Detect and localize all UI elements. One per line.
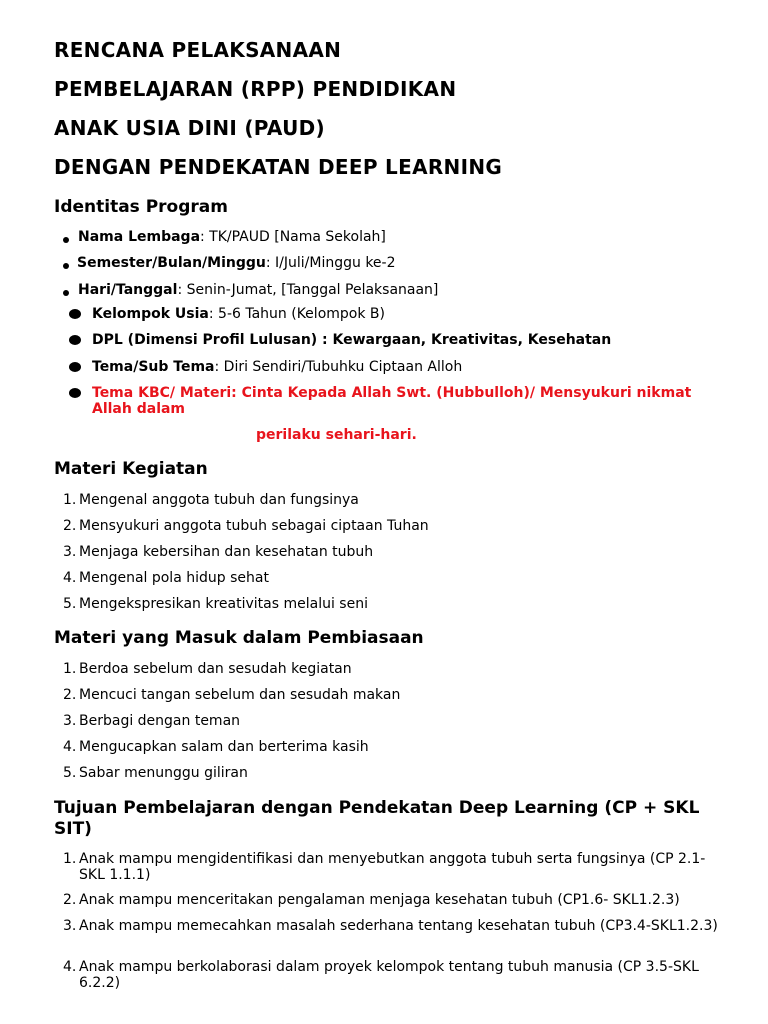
section-heading-pembiasaan: Materi yang Masuk dalam Pembiasaan <box>54 628 424 648</box>
document-title-line-3: ANAK USIA DINI (PAUD) <box>54 116 325 140</box>
bullet-icon <box>69 309 81 319</box>
identitas-value: : Diri Sendiri/Tubuhku Ciptaan Alloh <box>214 359 463 375</box>
identitas-value: : TK/PAUD [Nama Sekolah] <box>200 229 386 245</box>
list-item-text: Menjaga kebersihan dan kesehatan tubuh <box>79 544 374 560</box>
identitas-label: Nama Lembaga <box>78 229 201 245</box>
list-item-text: Mengenal anggota tubuh dan fungsinya <box>79 492 359 508</box>
list-number: 3. <box>63 918 77 934</box>
list-item-text: Sabar menunggu giliran <box>79 765 248 781</box>
list-item-text: Mengekspresikan kreativitas melalui seni <box>79 596 368 612</box>
document-title-line-1: RENCANA PELAKSANAAN <box>54 38 342 62</box>
list-item-text: Mencuci tangan sebelum dan sesudah makan <box>79 687 401 703</box>
list-number: 3. <box>63 713 77 729</box>
list-number: 2. <box>63 892 77 908</box>
list-item-text: Mensyukuri anggota tubuh sebagai ciptaan Tuhan <box>79 518 429 534</box>
list-number: 3. <box>63 544 77 560</box>
list-item-text: Berbagi dengan teman <box>79 713 241 729</box>
list-number: 5. <box>63 596 77 612</box>
list-number: 4. <box>63 739 77 755</box>
identitas-label: DPL (Dimensi Profil Lulusan) : Kewargaan, Kreativitas, Kesehatan <box>92 332 612 348</box>
bullet-icon <box>69 388 81 398</box>
list-item-text: Anak mampu berkolaborasi dalam proyek kelompok tentang tubuh manusia (CP 3.5-SKL 6.2.2) <box>79 959 699 991</box>
bullet-icon <box>63 237 69 243</box>
list-number: 1. <box>63 851 77 867</box>
identitas-value: : I/Juli/Minggu ke-2 <box>265 255 396 271</box>
document-title-line-2: PEMBELAJARAN (RPP) PENDIDIKAN <box>54 77 457 101</box>
identitas-label: Hari/Tanggal <box>78 282 178 298</box>
list-number: 1. <box>63 661 77 677</box>
list-number: 1. <box>63 492 77 508</box>
bullet-icon <box>63 263 69 269</box>
bullet-icon <box>63 290 69 296</box>
tema-kbc-line-1: Tema KBC/ Materi: Cinta Kepada Allah Swt. (Hubbulloh)/ Mensyukuri nikmat <box>92 385 692 401</box>
section-heading-materi: Materi Kegiatan <box>54 459 208 479</box>
identitas-value: : Senin-Jumat, [Tanggal Pelaksanaan] <box>177 282 439 298</box>
identitas-value: : 5-6 Tahun (Kelompok B) <box>208 306 385 322</box>
document-title-line-4: DENGAN PENDEKATAN DEEP LEARNING <box>54 155 503 179</box>
identitas-label: Kelompok Usia <box>92 306 209 322</box>
list-item-text: Mengucapkan salam dan berterima kasih <box>79 739 369 755</box>
identitas-label: Tema/Sub Tema <box>92 359 215 375</box>
list-item-text: Anak mampu memecahkan masalah sederhana tentang kesehatan tubuh (CP3.4-SKL1.2.3) <box>79 918 718 934</box>
tema-kbc-line-2: Allah dalam <box>92 401 186 417</box>
list-item-text: Berdoa sebelum dan sesudah kegiatan <box>79 661 352 677</box>
tema-kbc-line-3: perilaku sehari-hari. <box>256 427 417 443</box>
list-item-text: Anak mampu menceritakan pengalaman menjaga kesehatan tubuh (CP1.6- SKL1.2.3) <box>79 892 680 908</box>
identitas-label: Semester/Bulan/Minggu <box>77 255 266 271</box>
list-item-text: Mengenal pola hidup sehat <box>79 570 269 586</box>
list-number: 2. <box>63 518 77 534</box>
bullet-icon <box>69 362 81 372</box>
section-heading-identitas: Identitas Program <box>54 197 228 217</box>
bullet-icon <box>69 335 81 345</box>
section-heading-tujuan: Tujuan Pembelajaran dengan Pendekatan Deep Learning (CP + SKL SIT) <box>54 798 700 839</box>
list-item-text: Anak mampu mengidentifikasi dan menyebutkan anggota tubuh serta fungsinya (CP 2.1-SKL 1.1.1) <box>79 851 706 883</box>
list-number: 4. <box>63 959 77 975</box>
list-number: 5. <box>63 765 77 781</box>
list-number: 2. <box>63 687 77 703</box>
list-number: 4. <box>63 570 77 586</box>
